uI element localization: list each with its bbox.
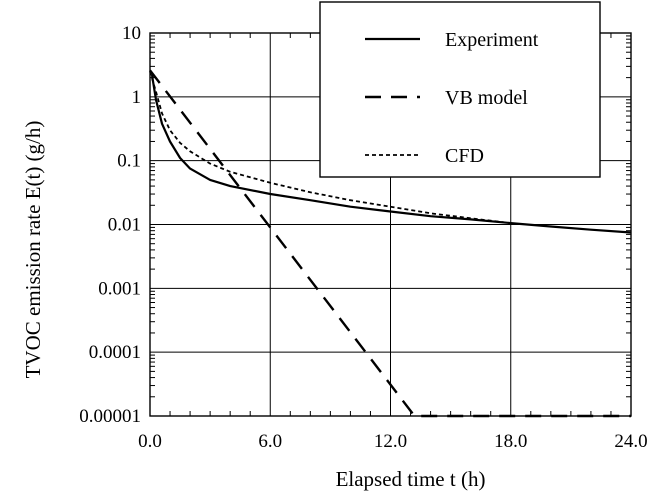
y-tick-label: 0.01 bbox=[107, 214, 141, 236]
y-axis-title: TVOC emission rate E(t) (g/h) bbox=[21, 120, 45, 379]
x-axis-title: Elapsed time t (h) bbox=[335, 467, 486, 491]
y-tick-label: 0.00001 bbox=[79, 406, 141, 427]
y-tick-label: 0.1 bbox=[117, 150, 141, 172]
legend-label: VB model bbox=[445, 87, 528, 109]
x-tick-label: 6.0 bbox=[258, 431, 283, 452]
x-tick-label: 12.0 bbox=[373, 431, 408, 452]
legend-label: CFD bbox=[445, 145, 484, 167]
x-tick-label: 0.0 bbox=[138, 431, 162, 452]
x-tick-label: 24.0 bbox=[614, 431, 648, 452]
x-tick-label: 18.0 bbox=[494, 431, 528, 452]
y-tick-label: 0.0001 bbox=[88, 342, 141, 364]
legend-label: Experiment bbox=[445, 29, 539, 51]
y-tick-label: 0.001 bbox=[98, 278, 141, 300]
y-tick-label: 10 bbox=[122, 23, 141, 44]
y-tick-label: 1 bbox=[131, 86, 141, 108]
legend bbox=[320, 2, 600, 177]
